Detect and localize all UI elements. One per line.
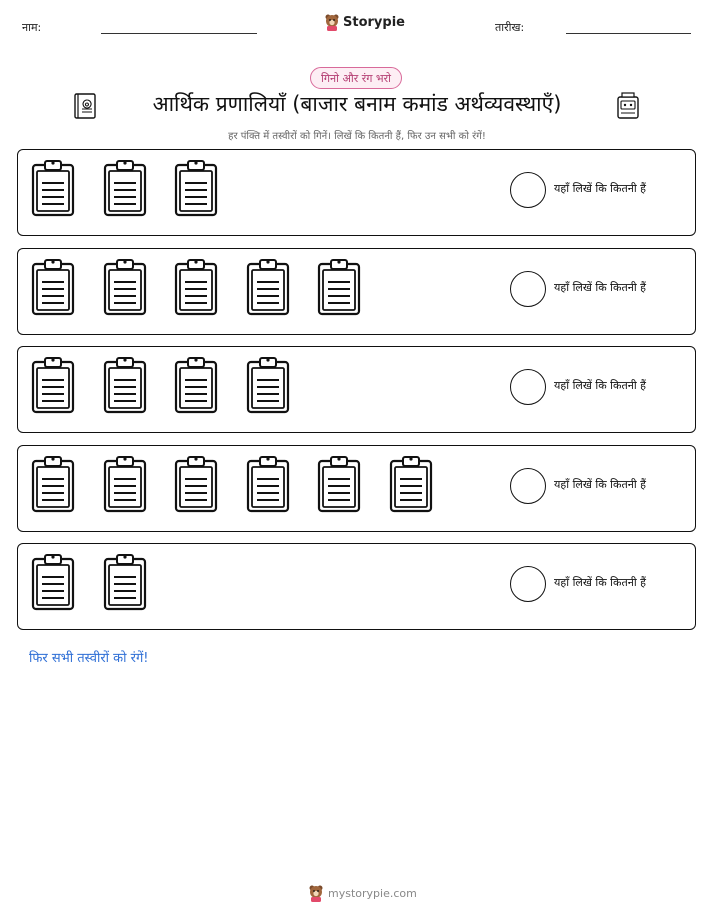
- counting-row: [17, 346, 696, 433]
- clipboard-icon[interactable]: [31, 258, 75, 316]
- counting-row: [17, 543, 696, 630]
- bear-mascot-icon: [308, 884, 324, 902]
- clipboard-icon[interactable]: [103, 553, 147, 611]
- answer-circle[interactable]: [510, 172, 546, 208]
- site-footer: [308, 884, 417, 902]
- clipboard-icon[interactable]: [31, 159, 75, 217]
- color-all-note: फिर सभी तस्वीरों को रंगें!: [29, 651, 149, 666]
- answer-circle[interactable]: [510, 271, 546, 307]
- counting-row: [17, 248, 696, 335]
- clipboard-icon[interactable]: [246, 258, 290, 316]
- cash-register-icon: [616, 92, 640, 120]
- clipboard-icon[interactable]: [174, 159, 218, 217]
- clipboard-icon[interactable]: [389, 455, 433, 513]
- counting-row: [17, 445, 696, 532]
- storypie-logo: [324, 13, 405, 31]
- answer-circle[interactable]: [510, 468, 546, 504]
- clipboard-icon[interactable]: [174, 258, 218, 316]
- bear-mascot-icon: [324, 13, 340, 31]
- clipboard-icon[interactable]: [31, 356, 75, 414]
- clipboard-icon[interactable]: [103, 258, 147, 316]
- clipboard-icon[interactable]: [174, 455, 218, 513]
- date-label: तारीख:: [495, 21, 525, 34]
- clipboard-icon[interactable]: [317, 258, 361, 316]
- answer-label: यहाँ लिखें कि कितनी हैं: [554, 280, 647, 294]
- clipboard-icon[interactable]: [31, 553, 75, 611]
- name-label: नाम:: [22, 21, 42, 34]
- name-line[interactable]: [101, 33, 257, 34]
- site-url: mystorypie.com: [328, 886, 417, 900]
- clipboard-icon[interactable]: [246, 455, 290, 513]
- clipboard-icon[interactable]: [103, 455, 147, 513]
- brand-name: Storypie: [343, 14, 405, 30]
- answer-circle[interactable]: [510, 369, 546, 405]
- answer-label: यहाँ लिखें कि कितनी हैं: [554, 182, 647, 195]
- counting-row: [17, 149, 696, 236]
- answer-circle[interactable]: [510, 566, 546, 602]
- page-title: आर्थिक प्रणालियाँ (बाजार बनाम कमांड अर्थव्यवस्थाएँ): [152, 92, 562, 116]
- answer-label: यहाँ लिखें कि कितनी हैं: [554, 477, 647, 491]
- clipboard-icon[interactable]: [103, 159, 147, 217]
- clipboard-icon[interactable]: [103, 356, 147, 414]
- clipboard-icon[interactable]: [174, 356, 218, 414]
- clipboard-icon[interactable]: [31, 455, 75, 513]
- clipboard-icon[interactable]: [317, 455, 361, 513]
- book-icon: [73, 92, 97, 120]
- clipboard-icon[interactable]: [246, 356, 290, 414]
- date-line[interactable]: [566, 33, 691, 34]
- instructions: हर पंक्ति में तस्वीरों को गिनें। लिखें कि कितनी हैं, फिर उन सभी को रंगें!: [228, 131, 486, 142]
- answer-label: यहाँ लिखें कि कितनी हैं: [554, 576, 647, 589]
- answer-label: यहाँ लिखें कि कितनी हैं: [554, 379, 647, 392]
- worksheet-type-badge: गिनो और रंग भरो: [310, 67, 402, 89]
